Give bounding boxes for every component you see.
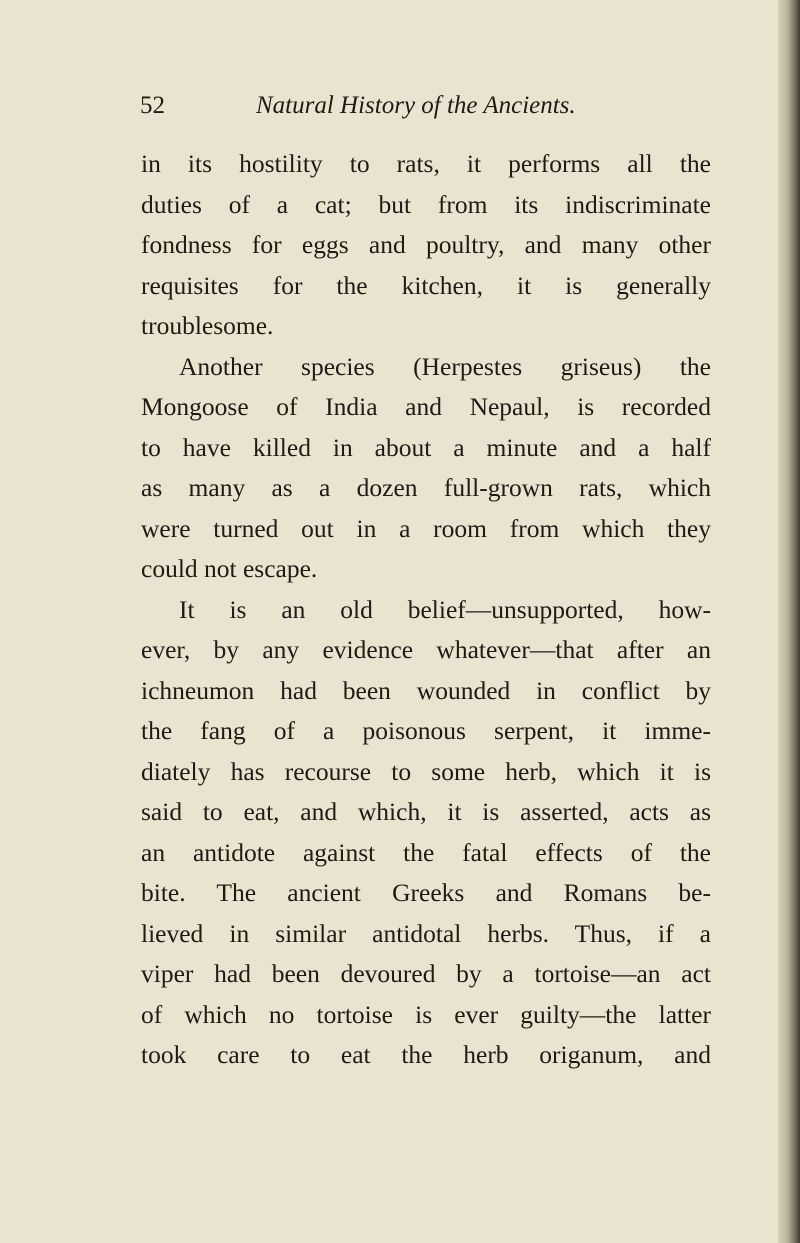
text-line: the fang of a poisonous serpent, it imme-: [141, 716, 711, 745]
text-line: duties of a cat; but from its indiscriminate: [141, 189, 711, 219]
running-head: Natural History of the Ancients.: [256, 92, 576, 119]
text-line: Another species (Herpestes griseus) the: [179, 351, 711, 381]
text-line: fondness for eggs and poultry, and many other: [141, 230, 711, 259]
text-line: lieved in similar antidotal herbs. Thus, if a: [141, 918, 711, 948]
text-line: as many as a dozen full-grown rats, which: [141, 473, 711, 502]
text-line: diately has recourse to some herb, which it is: [141, 756, 711, 786]
text-line: could not escape.: [141, 554, 318, 583]
text-line: took care to eat the herb origanum, and: [141, 1040, 711, 1069]
text-line: of which no tortoise is ever guilty—the latter: [141, 999, 711, 1029]
text-line: Mongoose of India and Nepaul, is recorded: [141, 392, 711, 421]
text-line: ever, by any evidence whatever—that after an: [141, 635, 711, 664]
text-line: requisites for the kitchen, it is generally: [141, 270, 711, 300]
text-line: troublesome.: [141, 311, 274, 340]
text-line: an antidote against the fatal effects of the: [141, 837, 711, 867]
text-line: viper had been devoured by a tortoise—an act: [141, 959, 711, 988]
text-line: It is an old belief—unsupported, how-: [179, 594, 711, 624]
page-number: 52: [140, 92, 165, 119]
body-text: [141, 144, 711, 1076]
text-line: to have killed in about a minute and a half: [141, 432, 711, 462]
page-header: [140, 92, 700, 132]
text-line: bite. The ancient Greeks and Romans be-: [141, 878, 711, 907]
text-line: were turned out in a room from which they: [141, 513, 711, 543]
text-line: ichneumon had been wounded in conflict by: [141, 675, 711, 705]
page-edge-shadow: [778, 0, 800, 1243]
text-line: said to eat, and which, it is asserted, acts as: [141, 797, 711, 826]
text-line: in its hostility to rats, it performs all the: [141, 149, 711, 178]
